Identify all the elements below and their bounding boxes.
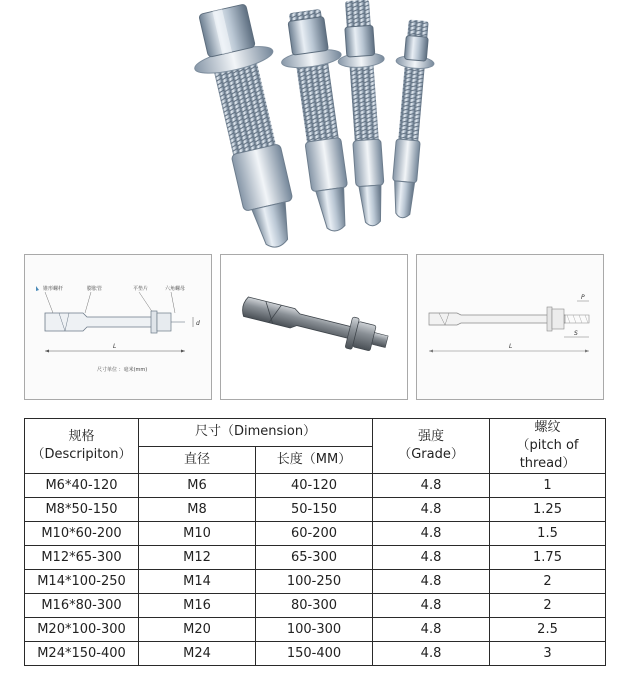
- cell-grade: 4.8: [373, 642, 490, 666]
- cell-length: 65-300: [256, 546, 373, 570]
- cell-pitch: 3: [490, 642, 606, 666]
- cell-diameter: M14: [139, 570, 256, 594]
- cell-length: 50-150: [256, 498, 373, 522]
- cell-spec: M6*40-120: [25, 474, 139, 498]
- cell-spec: M10*60-200: [25, 522, 139, 546]
- dim-label-s: S: [574, 330, 578, 337]
- cell-spec: M20*100-300: [25, 618, 139, 642]
- cell-diameter: M10: [139, 522, 256, 546]
- cell-grade: 4.8: [373, 498, 490, 522]
- cell-grade: 4.8: [373, 618, 490, 642]
- render-panel: [220, 254, 408, 400]
- table-row: [25, 546, 606, 570]
- cell-grade: 4.8: [373, 594, 490, 618]
- cell-diameter: M20: [139, 618, 256, 642]
- callout-label: 膨胀管: [87, 286, 103, 292]
- header-thread: 螺纹 （pitch of thread）: [490, 419, 606, 474]
- cell-grade: 4.8: [373, 522, 490, 546]
- table-header-row: [25, 419, 606, 447]
- cell-diameter: M24: [139, 642, 256, 666]
- cell-pitch: 1: [490, 474, 606, 498]
- cell-length: 60-200: [256, 522, 373, 546]
- cell-pitch: 2: [490, 570, 606, 594]
- unit-caption: 尺寸单位 ：毫米(mm): [97, 367, 148, 373]
- cell-grade: 4.8: [373, 570, 490, 594]
- cell-pitch: 2.5: [490, 618, 606, 642]
- cell-spec: M14*100-250: [25, 570, 139, 594]
- dim-label-length: L: [113, 343, 117, 350]
- cell-pitch: 1.25: [490, 498, 606, 522]
- table-row: [25, 570, 606, 594]
- header-diameter: 直径: [139, 446, 256, 474]
- table-row: [25, 594, 606, 618]
- cell-spec: M12*65-300: [25, 546, 139, 570]
- dim-label-p: P: [581, 294, 585, 301]
- cell-length: 80-300: [256, 594, 373, 618]
- cell-length: 100-250: [256, 570, 373, 594]
- cell-diameter: M12: [139, 546, 256, 570]
- cell-spec: M16*80-300: [25, 594, 139, 618]
- header-spec: 规格 （Descripiton）: [25, 419, 139, 474]
- spec-table: [24, 418, 606, 666]
- callout-label: 六角螺母: [165, 286, 186, 292]
- header-grade: 强度 （Grade）: [373, 419, 490, 474]
- table-row: [25, 474, 606, 498]
- cell-pitch: 1.75: [490, 546, 606, 570]
- callout-label: 锥形螺杆: [43, 286, 64, 292]
- anchor-render: [239, 290, 390, 357]
- dim-label-length: L: [509, 343, 513, 350]
- cell-diameter: M16: [139, 594, 256, 618]
- cell-diameter: M6: [139, 474, 256, 498]
- table-row: [25, 642, 606, 666]
- header-length: 长度（MM）: [256, 446, 373, 474]
- cell-spec: M8*50-150: [25, 498, 139, 522]
- cell-length: 100-300: [256, 618, 373, 642]
- table-row: [25, 498, 606, 522]
- header-dimension: 尺寸（Dimension）: [139, 419, 373, 447]
- dim-label-diameter: d: [196, 320, 200, 327]
- cell-pitch: 2: [490, 594, 606, 618]
- cell-length: 40-120: [256, 474, 373, 498]
- table-row: [25, 618, 606, 642]
- technical-drawing-panel: [24, 254, 212, 400]
- cell-grade: 4.8: [373, 546, 490, 570]
- callout-label: 平垫片: [133, 286, 149, 292]
- technical-drawing-panel-2: [416, 254, 604, 400]
- table-row: [25, 522, 606, 546]
- cell-length: 150-400: [256, 642, 373, 666]
- cell-pitch: 1.5: [490, 522, 606, 546]
- cell-diameter: M8: [139, 498, 256, 522]
- star-marker-icon: [36, 286, 39, 291]
- product-photo: [0, 0, 624, 255]
- cell-grade: 4.8: [373, 474, 490, 498]
- cell-spec: M24*150-400: [25, 642, 139, 666]
